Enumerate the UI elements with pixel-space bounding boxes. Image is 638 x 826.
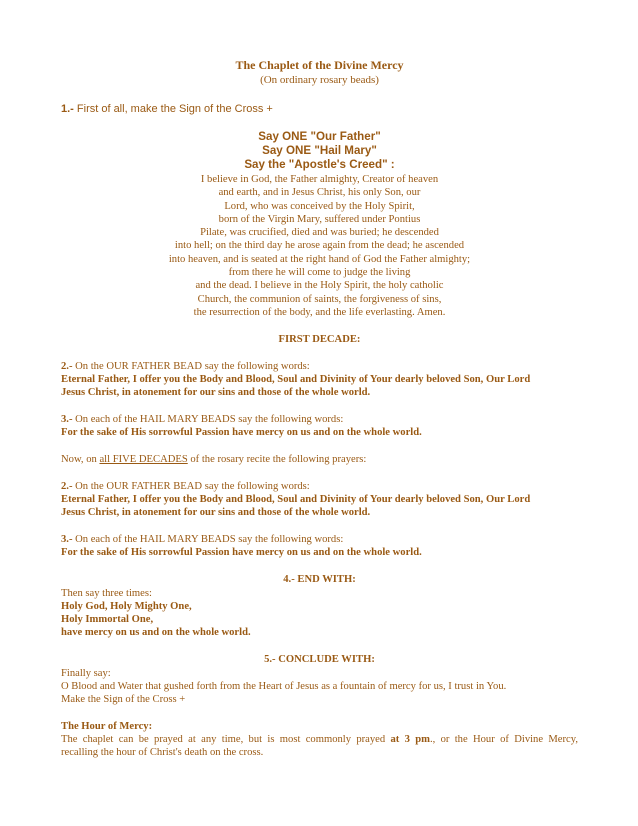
creed-line: Pilate, was crucified, died and was buried; he descended bbox=[200, 227, 439, 239]
document-page bbox=[61, 58, 578, 759]
conclude-heading: 5.- CONCLUDE WITH: bbox=[264, 654, 375, 666]
step-3-repeat bbox=[61, 533, 578, 559]
say-block bbox=[61, 130, 578, 172]
page-title: The Chaplet of the Divine Mercy bbox=[235, 58, 404, 72]
say-our-father: Say ONE "Our Father" bbox=[258, 130, 381, 143]
holy-god-line: Holy God, Holy Mighty One, bbox=[61, 601, 192, 613]
conclude-intro: Finally say: bbox=[61, 668, 111, 680]
say-hail-mary: Say ONE "Hail Mary" bbox=[262, 144, 377, 157]
creed-line: born of the Virgin Mary, suffered under Pontius bbox=[218, 213, 421, 225]
end-with-heading: 4.- END WITH: bbox=[283, 574, 356, 586]
eternal-father-line-1: Eternal Father, I offer you the Body and Blood, Soul and Divinity of Your dearly beloved Son, Our Lord bbox=[61, 374, 531, 386]
hour-time: at 3 pm bbox=[390, 734, 430, 746]
creed-text bbox=[61, 173, 578, 319]
step-2-number: 2.- bbox=[61, 481, 73, 493]
hour-of-mercy-line-2: recalling the hour of Christ's death on the cross. bbox=[61, 747, 264, 759]
creed-line: into heaven, and is seated at the right hand of God the Father almighty; bbox=[168, 253, 471, 265]
creed-line: and the dead. I believe in the Holy Spirit, the holy catholic bbox=[195, 280, 444, 292]
hour-text-before: The chaplet can be prayed at any time, but is most commonly prayed bbox=[61, 734, 391, 746]
step-3-number: 3.- bbox=[61, 414, 73, 426]
eternal-father-line-2: Jesus Christ, in atonement for our sins and those of the whole world. bbox=[61, 387, 371, 399]
hour-text-after: ., or the Hour of Divine Mercy, bbox=[429, 734, 578, 746]
creed-line: and earth, and in Jesus Christ, his only Son, our bbox=[218, 187, 421, 199]
end-with-intro: Then say three times: bbox=[61, 588, 152, 600]
step-1 bbox=[61, 102, 578, 116]
creed-line: Church, the communion of saints, the forgiveness of sins, bbox=[197, 293, 442, 305]
hour-of-mercy-heading: The Hour of Mercy: bbox=[61, 721, 153, 733]
hour-of-mercy-block bbox=[61, 720, 578, 759]
step-2-repeat bbox=[61, 480, 578, 519]
have-mercy-line: have mercy on us and on the whole world. bbox=[61, 627, 251, 639]
step-3-intro: On each of the HAIL MARY BEADS say the following words: bbox=[72, 414, 344, 426]
first-decade-heading: FIRST DECADE: bbox=[278, 334, 361, 346]
step-3-intro: On each of the HAIL MARY BEADS say the following words: bbox=[72, 534, 344, 546]
step-2-number: 2.- bbox=[61, 361, 73, 373]
creed-line: the resurrection of the body, and the life everlasting. Amen. bbox=[193, 306, 446, 318]
step-1-text: First of all, make the Sign of the Cross + bbox=[73, 103, 273, 115]
holy-immortal-line: Holy Immortal One, bbox=[61, 614, 154, 626]
now-on-paragraph bbox=[61, 453, 578, 466]
creed-line: into hell; on the third day he arose again from the dead; he ascended bbox=[174, 240, 465, 252]
hour-of-mercy-line-1 bbox=[61, 733, 578, 746]
sorrowful-passion-line: For the sake of His sorrowful Passion have mercy on us and on the whole world. bbox=[61, 547, 422, 559]
creed-line: I believe in God, the Father almighty, Creator of heaven bbox=[200, 174, 439, 185]
now-on-after: of the rosary recite the following prayers: bbox=[187, 454, 367, 466]
all-five-decades-link[interactable]: all FIVE DECADES bbox=[99, 454, 188, 466]
sorrowful-passion-line: For the sake of His sorrowful Passion have mercy on us and on the whole world. bbox=[61, 427, 422, 439]
step-2-intro: On the OUR FATHER BEAD say the following words: bbox=[72, 361, 310, 373]
blood-and-water-prayer: O Blood and Water that gushed forth from the Heart of Jesus as a fountain of mercy for us, I trust in You. bbox=[61, 681, 507, 693]
eternal-father-line-1: Eternal Father, I offer you the Body and Blood, Soul and Divinity of Your dearly beloved Son, Our Lord bbox=[61, 494, 531, 506]
step-2-intro: On the OUR FATHER BEAD say the following words: bbox=[72, 481, 310, 493]
end-with-block bbox=[61, 587, 578, 639]
eternal-father-line-2: Jesus Christ, in atonement for our sins and those of the whole world. bbox=[61, 507, 371, 519]
creed-line: Lord, who was conceived by the Holy Spirit, bbox=[224, 200, 415, 212]
step-1-number: 1.- bbox=[61, 103, 74, 115]
step-2-first bbox=[61, 360, 578, 399]
now-on-before: Now, on bbox=[61, 454, 100, 466]
step-3-number: 3.- bbox=[61, 534, 73, 546]
creed-line: from there he will come to judge the living bbox=[228, 267, 411, 279]
conclude-block bbox=[61, 667, 578, 706]
sign-of-cross-line: Make the Sign of the Cross + bbox=[61, 694, 186, 706]
page-subtitle: (On ordinary rosary beads) bbox=[260, 74, 379, 86]
step-3-first bbox=[61, 413, 578, 439]
say-apostles-creed: Say the "Apostle's Creed" : bbox=[244, 158, 395, 171]
